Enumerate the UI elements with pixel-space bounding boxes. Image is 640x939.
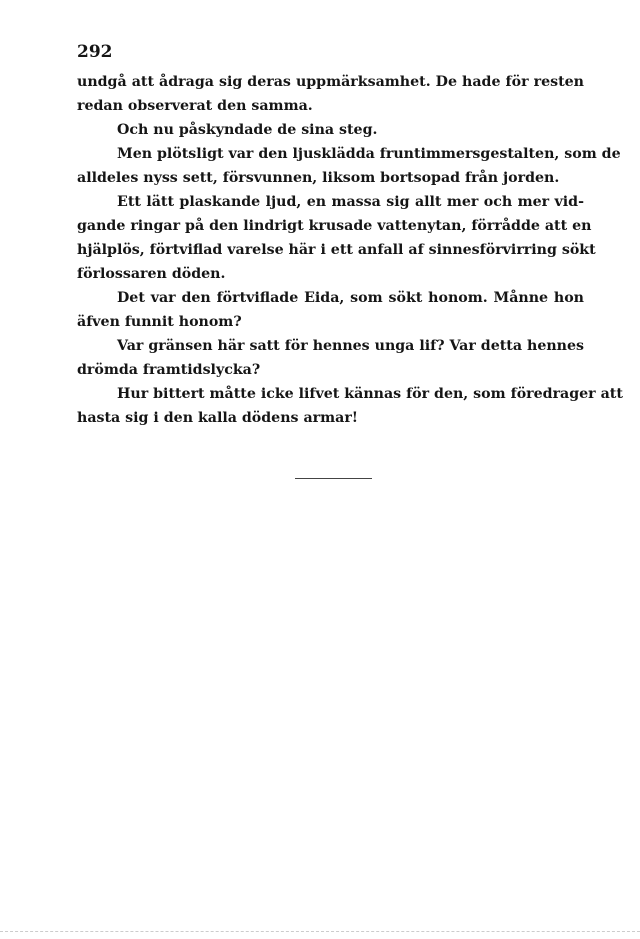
text-line: äfven funnit honom? [77, 314, 242, 330]
text-line: Det var den förtviflade Eida, som sökt honom. Månne hon [117, 290, 584, 306]
text-line: drömda framtidslycka? [77, 362, 261, 378]
text-line: redan observerat den samma. [77, 98, 313, 114]
text-line: Var gränsen här satt för hennes unga lif? Var detta hennes [117, 338, 584, 354]
page-number: 292 [77, 42, 113, 62]
section-divider [295, 478, 372, 479]
text-line: Hur bittert måtte icke lifvet kännas för den, som föredrager att [117, 386, 623, 402]
text-line: Men plötsligt var den ljusklädda fruntimmersgestalten, som de [117, 146, 621, 162]
text-line: gande ringar på den lindrigt krusade vattenytan, förrådde att en [77, 218, 592, 234]
text-line: förlossaren döden. [77, 266, 226, 282]
text-line: hjälplös, förtviflad varelse här i ett anfall af sinnesförvirring sökt [77, 242, 596, 258]
body-text [77, 70, 623, 430]
text-line: hasta sig i den kalla dödens armar! [77, 410, 359, 426]
text-line: undgå att ådraga sig deras uppmärksamhet. De hade för resten [77, 74, 584, 90]
page-edge [0, 931, 640, 932]
text-line: alldeles nyss sett, försvunnen, liksom bortsopad från jorden. [77, 170, 560, 186]
text-line: Ett lätt plaskande ljud, en massa sig allt mer och mer vid- [117, 194, 584, 210]
text-line: Och nu påskyndade de sina steg. [117, 122, 378, 138]
